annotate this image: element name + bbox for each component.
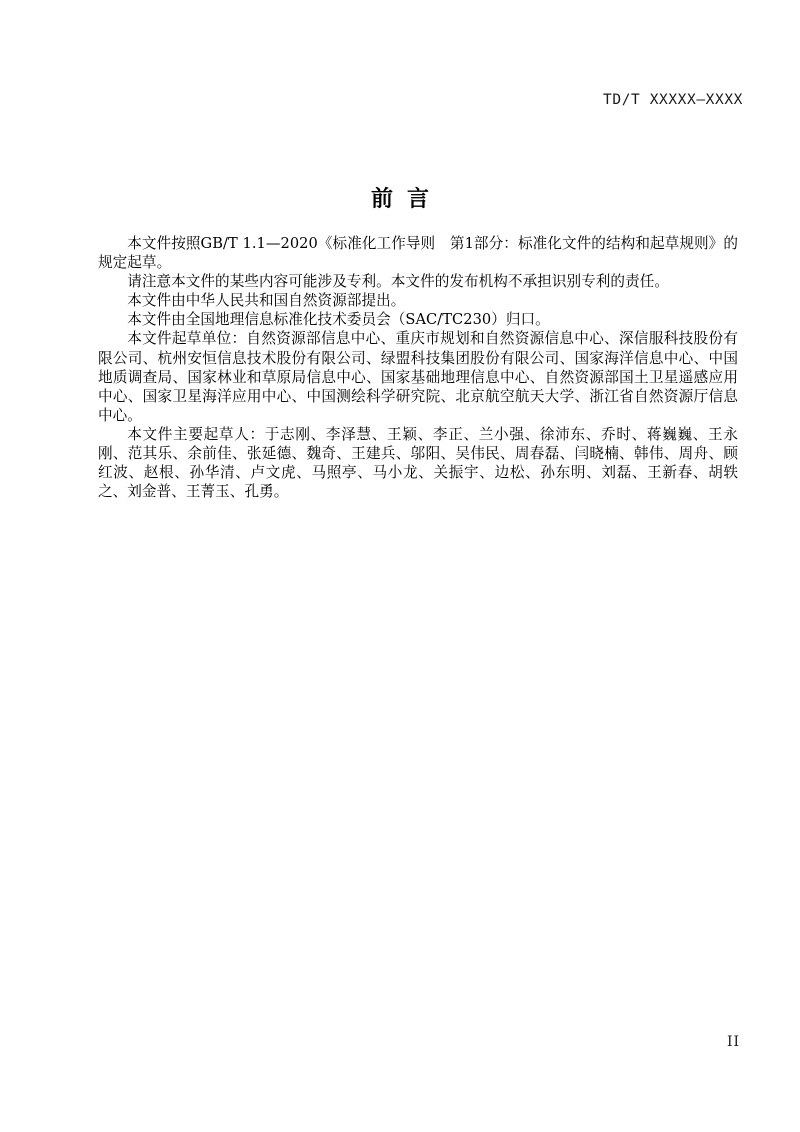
running-header-standard-number: TD/T XXXXX—XXXX <box>603 92 743 108</box>
foreword-paragraph: 请注意本文件的某些内容可能涉及专利。本文件的发布机构不承担识别专利的责任。 <box>127 273 670 291</box>
foreword-paragraph-main-drafters: 本文件主要起草人：于志刚、李泽慧、王颖、李正、兰小强、徐沛东、乔时、蒋巍巍、王永刚、范其乐、余前佳、张延德、魏奇、王建兵、邬阳、吴伟民、周春磊、闫晓楠、韩伟、周舟、顾红波、赵根、孙华清、卢文虎、马照亭、马小龙、关振宇、边松、孙东明、刘磊、王新春、胡轶之、刘金普、王菁玉、孔勇。 <box>98 425 738 501</box>
foreword-paragraph: 本文件按照GB/T 1.1—2020《标准化工作导则 第1部分：标准化文件的结构和起草规则》的规定起草。 <box>98 235 738 272</box>
foreword-paragraph: 本文件由全国地理信息标准化技术委员会（SAC/TC230）归口。 <box>127 311 550 329</box>
foreword-body <box>98 234 738 501</box>
foreword-paragraph: 本文件由中华人民共和国自然资源部提出。 <box>127 292 406 310</box>
foreword-paragraph-drafting-units: 本文件起草单位：自然资源部信息中心、重庆市规划和自然资源信息中心、深信服科技股份有限公司、杭州安恒信息技术股份有限公司、绿盟科技集团股份有限公司、国家海洋信息中心、中国地质调查局、国家林业和草原局信息中心、国家基础地理信息中心、自然资源部国土卫星遥感应用中心、国家卫星海洋应用中心、中国测绘科学研究院、北京航空航天大学、浙江省自然资源厅信息中心。 <box>98 330 738 424</box>
page-number: II <box>726 1034 740 1050</box>
page-title: 前言 <box>370 186 443 212</box>
